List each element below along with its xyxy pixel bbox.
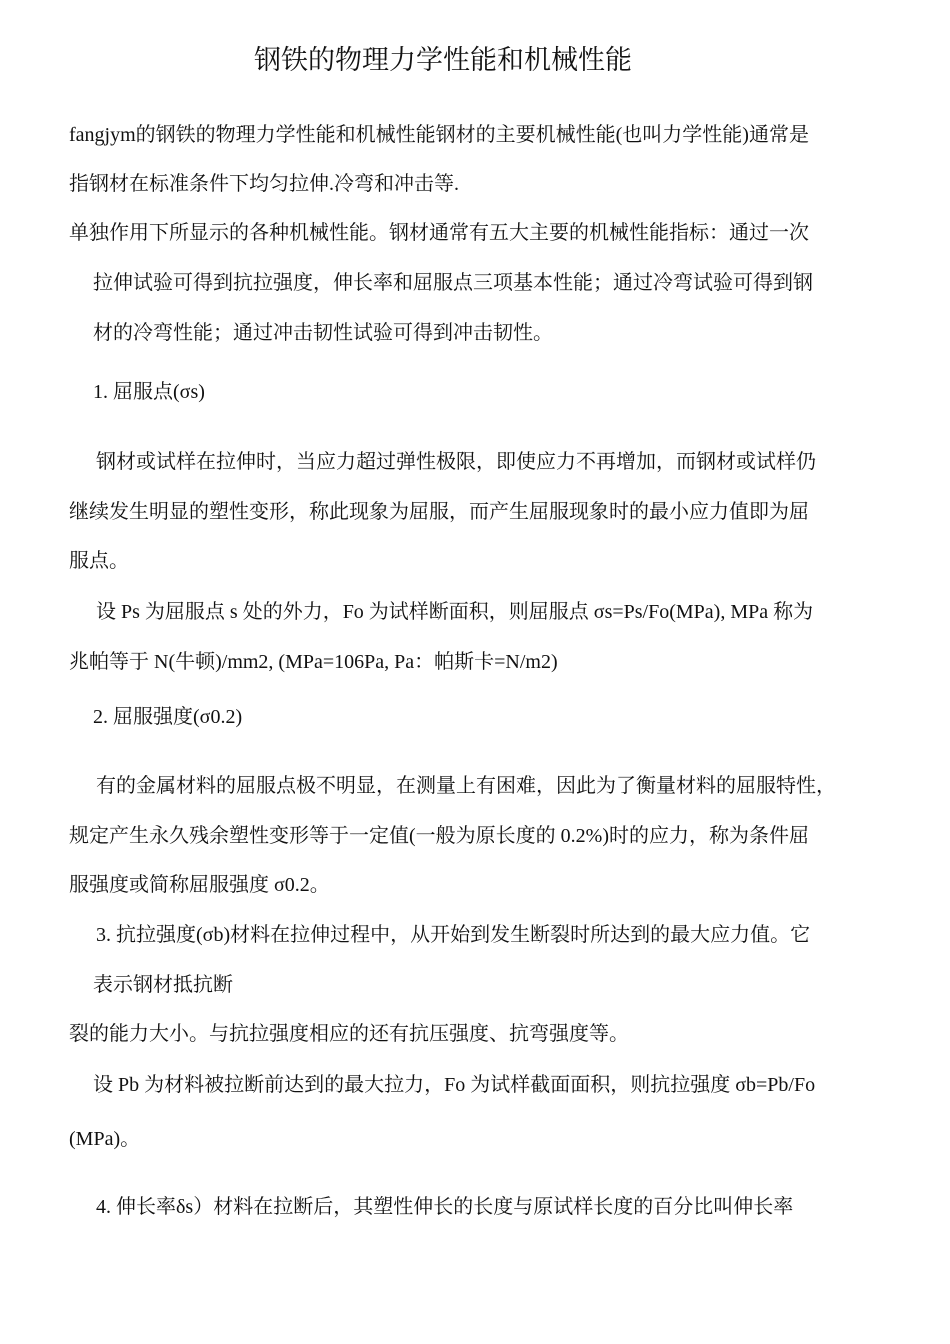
section-1-para-1-line-2: 继续发生明显的塑性变形，称此现象为屈服，而产生屈服现象时的最小应力值即为屈 [69,501,809,523]
section-1-heading: 1. 屈服点(σs) [93,381,205,403]
intro-line-3: 单独作用下所显示的各种机械性能。钢材通常有五大主要的机械性能指标：通过一次 [69,222,809,244]
intro-line-5: 材的冷弯性能；通过冲击韧性试验可得到冲击韧性。 [93,322,553,344]
section-3-heading-line-2: 表示钢材抵抗断 [93,974,233,996]
section-3-para-2-line-2: (MPa)。 [69,1128,141,1150]
section-3-heading-line-1: 3. 抗拉强度(σb)材料在拉伸过程中，从开始到发生断裂时所达到的最大应力值。它 [96,924,811,946]
intro-line-2: 指钢材在标准条件下均匀拉伸.冷弯和冲击等. [69,173,459,195]
section-1-para-2-line-1: 设 Ps 为屈服点 s 处的外力，Fo 为试样断面积，则屈服点 σs=Ps/Fo(MPa), MPa 称为 [96,601,814,623]
section-1-para-2-line-2: 兆帕等于 N(牛顿)/mm2, (MPa=106Pa, Pa：帕斯卡=N/m2) [69,651,558,673]
section-1-para-1-line-3: 服点。 [69,550,129,572]
section-2-heading: 2. 屈服强度(σ0.2) [93,706,243,728]
intro-line-1: fangjym的钢铁的物理力学性能和机械性能钢材的主要机械性能(也叫力学性能)通常是 [69,124,809,146]
intro-line-4: 拉伸试验可得到抗拉强度，伸长率和屈服点三项基本性能；通过冷弯试验可得到钢 [93,272,813,294]
section-3-line-3: 裂的能力大小。与抗拉强度相应的还有抗压强度、抗弯强度等。 [69,1023,629,1045]
section-2-para-1-line-3: 服强度或简称屈服强度 σ0.2。 [69,874,330,896]
document-title: 钢铁的物理力学性能和机械性能 [254,45,632,75]
section-3-para-2-line-1: 设 Pb 为材料被拉断前达到的最大拉力，Fo 为试样截面面积，则抗拉强度 σb=Pb/Fo [93,1074,816,1096]
section-2-para-1-line-1: 有的金属材料的屈服点极不明显，在测量上有困难，因此为了衡量材料的屈服特性， [96,775,836,797]
section-1-para-1-line-1: 钢材或试样在拉伸时，当应力超过弹性极限，即使应力不再增加，而钢材或试样仍 [96,451,816,473]
section-4-heading: 4. 伸长率δs）材料在拉断后，其塑性伸长的长度与原试样长度的百分比叫伸长率 [96,1196,794,1218]
section-2-para-1-line-2: 规定产生永久残余塑性变形等于一定值(一般为原长度的 0.2%)时的应力，称为条件屈 [69,825,809,847]
